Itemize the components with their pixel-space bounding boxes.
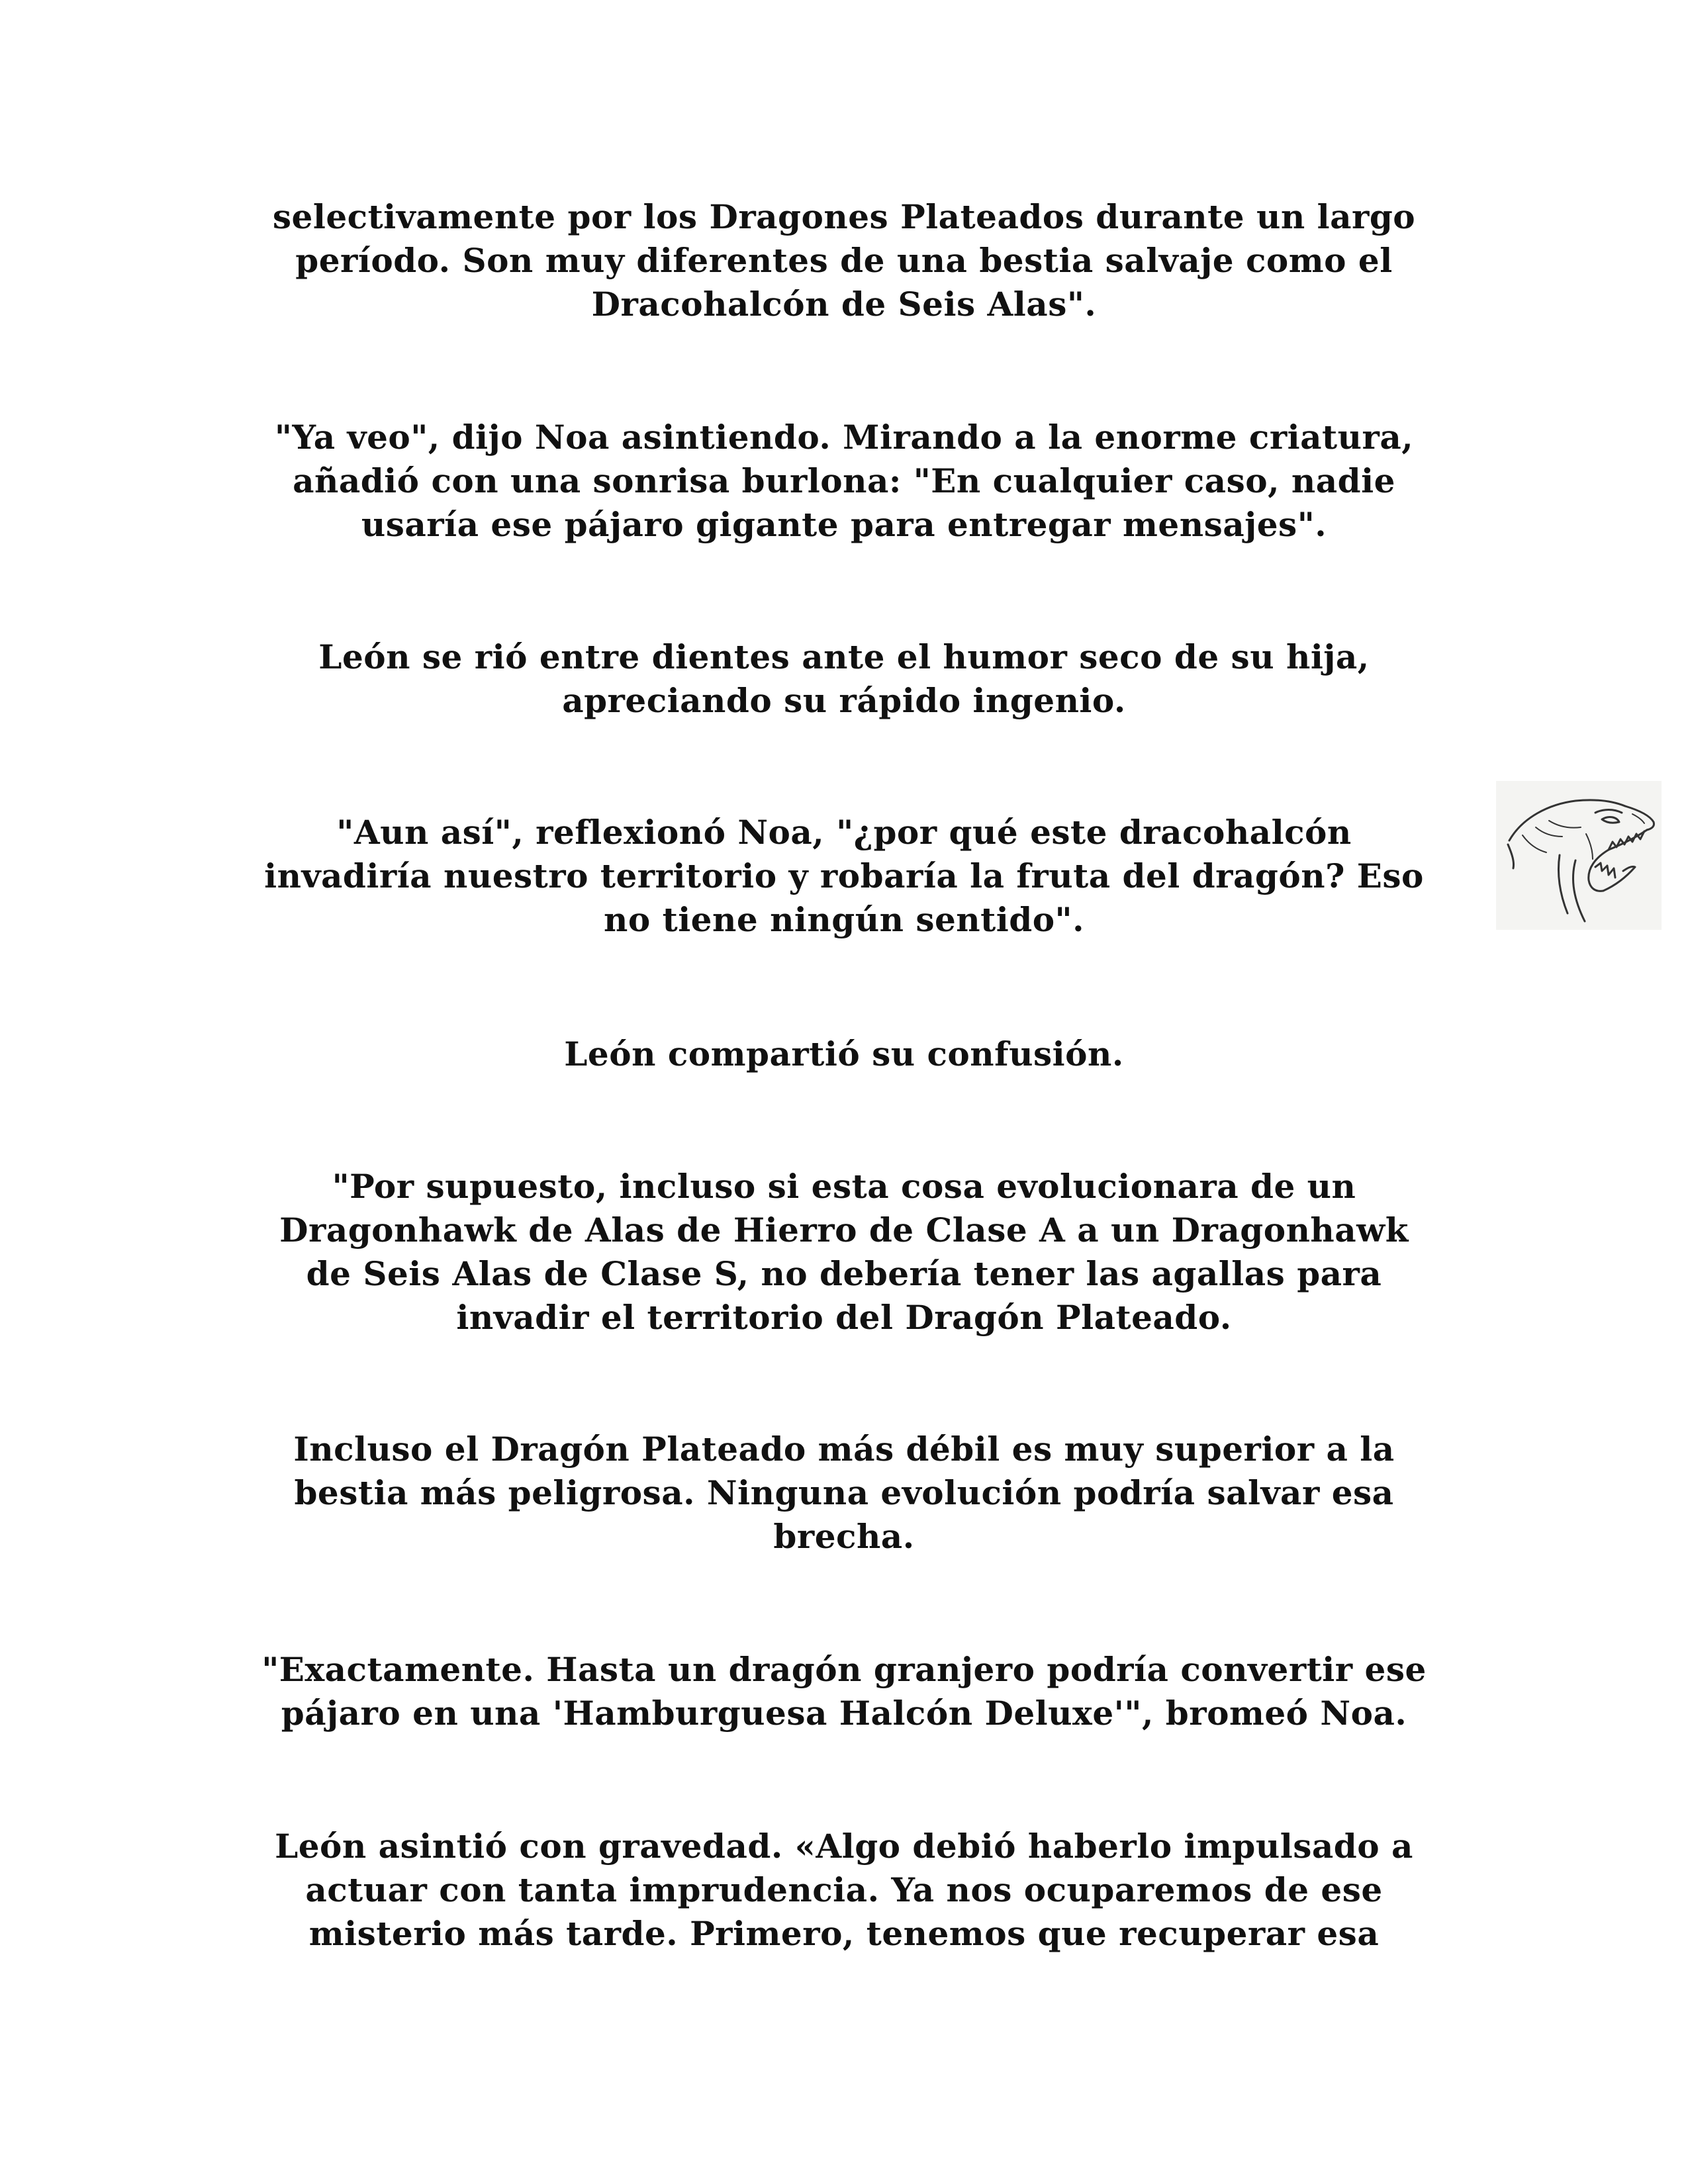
text-line: invadiría nuestro territorio y robaría la fruta del dragón? Eso <box>264 856 1424 895</box>
paragraph-4 <box>225 811 1463 942</box>
text-line: "Por supuesto, incluso si esta cosa evolucionara de un <box>332 1167 1356 1206</box>
text-line: de Seis Alas de Clase S, no debería tener las agallas para <box>306 1254 1382 1293</box>
text-line: pájaro en una 'Hamburguesa Halcón Deluxe'", bromeó Noa. <box>281 1694 1407 1733</box>
text-line: período. Son muy diferentes de una bestia salvaje como el <box>295 241 1393 280</box>
text-line: bestia más peligrosa. Ninguna evolución podría salvar esa <box>294 1473 1394 1512</box>
text-line: "Exactamente. Hasta un dragón granjero podría convertir ese <box>261 1650 1427 1689</box>
paragraph-1 <box>225 195 1463 326</box>
text-line: Dracohalcón de Seis Alas". <box>591 285 1097 324</box>
text-line: "Aun así", reflexionó Noa, "¿por qué este dracohalcón <box>336 813 1352 852</box>
paragraph-8 <box>225 1648 1463 1735</box>
text-line: usaría ese pájaro gigante para entregar mensajes". <box>361 505 1327 544</box>
text-line: León compartió su confusión. <box>564 1034 1124 1073</box>
text-line: "Ya veo", dijo Noa asintiendo. Mirando a la enorme criatura, <box>274 418 1414 457</box>
text-line: brecha. <box>773 1517 915 1556</box>
text-line: añadió con una sonrisa burlona: "En cualquier caso, nadie <box>293 461 1395 500</box>
text-line: Dragonhawk de Alas de Hierro de Clase A a un Dragonhawk <box>279 1210 1409 1250</box>
text-line: actuar con tanta imprudencia. Ya nos ocuparemos de ese <box>305 1870 1383 1909</box>
text-line: invadir el territorio del Dragón Plateado. <box>456 1298 1232 1337</box>
text-line: León se rió entre dientes ante el humor seco de su hija, <box>318 637 1370 676</box>
text-line: Incluso el Dragón Plateado más débil es muy superior a la <box>293 1430 1395 1469</box>
paragraph-2 <box>225 416 1463 547</box>
dinosaur-head-sketch-icon <box>1496 781 1662 930</box>
paragraph-5 <box>225 1032 1463 1076</box>
paragraph-3 <box>225 635 1463 723</box>
text-line: no tiene ningún sentido". <box>603 900 1085 939</box>
text-line: misterio más tarde. Primero, tenemos que recuperar esa <box>308 1914 1380 1953</box>
text-line: apreciando su rápido ingenio. <box>562 681 1126 720</box>
paragraph-6 <box>225 1165 1463 1340</box>
text-line: León asintió con gravedad. «Algo debió haberlo impulsado a <box>275 1827 1413 1866</box>
paragraph-9 <box>225 1825 1463 1956</box>
paragraph-7 <box>225 1428 1463 1559</box>
text-line: selectivamente por los Dragones Plateados durante un largo <box>272 197 1416 236</box>
